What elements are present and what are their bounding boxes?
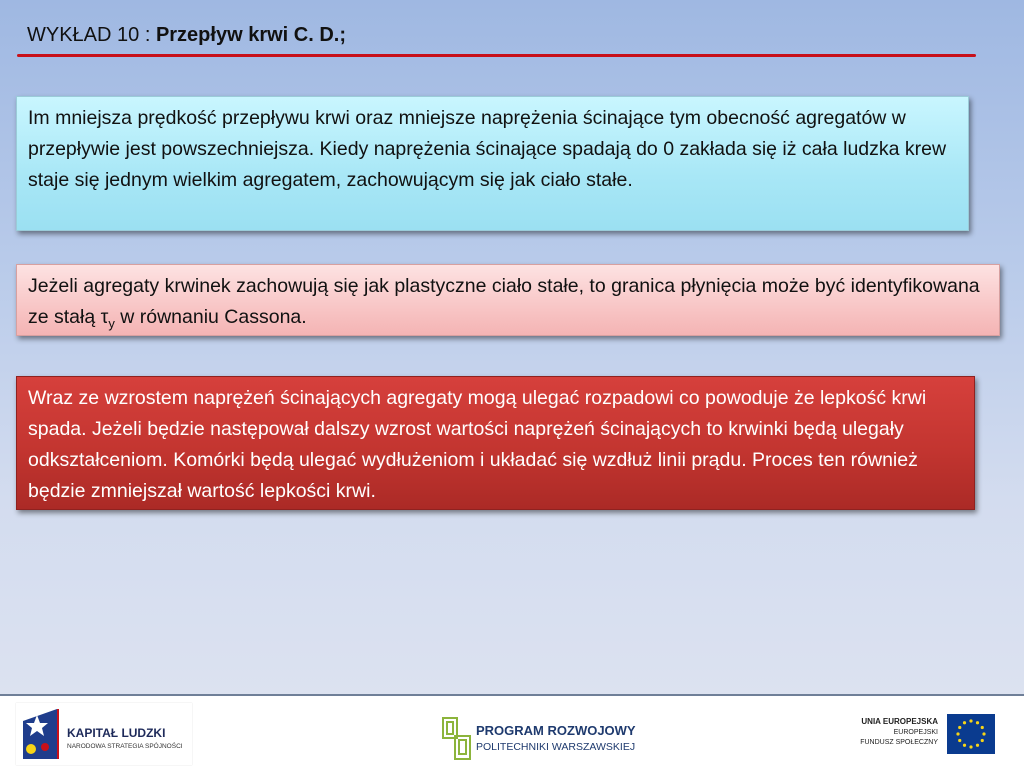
eu-star — [963, 721, 966, 724]
slide-title-prefix: WYKŁAD 10 : — [27, 24, 156, 46]
eu-star — [981, 726, 984, 729]
eu-line3: FUNDUSZ SPOŁECZNY — [860, 739, 938, 746]
kapital-ludzki-title: KAPITAŁ LUDZKI — [67, 726, 166, 740]
eu-star — [969, 719, 972, 722]
eu-star — [956, 732, 959, 735]
eu-star — [976, 721, 979, 724]
tau-symbol: τ — [100, 306, 109, 328]
info-box-blue — [16, 96, 969, 231]
slide-title-main: Przepływ krwi C. D.; — [155, 24, 346, 46]
title-underline — [17, 54, 976, 57]
program-rozwojowy-title: PROGRAM ROZWOJOWY — [476, 723, 636, 738]
eu-star — [958, 726, 961, 729]
tau-subscript: y — [108, 316, 115, 331]
program-rozwojowy-subtitle: POLITECHNIKI WARSZAWSKIEJ — [476, 741, 636, 753]
kapital-ludzki-logo — [16, 703, 192, 765]
eu-line1: UNIA EUROPEJSKA — [861, 717, 938, 726]
eu-star — [982, 732, 985, 735]
eu-star — [969, 745, 972, 748]
eu-star — [958, 739, 961, 742]
info-box-pink-text-before: Jeżeli agregaty krwinek zachowują się jak plastyczne ciało stałe, to granica płynięcia może być identyfikowana ze stałą — [28, 275, 980, 328]
info-box-blue-text: Im mniejsza prędkość przepływu krwi oraz mniejsze naprężenia ścinające tym obecność agregatów w przepływie jest powszechniejsza. Kiedy naprężenia ścinające spadają do 0 zakłada się iż cała ludzka krew staje się jednym wielkim agregatem, zachowującym się jak ciało stałe. — [28, 107, 947, 191]
eu-line2: EUROPEJSKI — [893, 729, 938, 736]
eu-logo — [839, 700, 1024, 768]
program-rozwojowy-logo — [439, 711, 655, 768]
eu-star — [976, 744, 979, 747]
program-rozwojowy-icon — [442, 717, 472, 761]
eu-flag-icon — [947, 714, 995, 754]
eu-star — [963, 744, 966, 747]
eu-star — [981, 739, 984, 742]
info-box-pink — [16, 264, 1000, 336]
footer-divider — [0, 694, 1024, 696]
kapital-ludzki-subtitle: NARODOWA STRATEGIA SPÓJNOŚCI — [67, 743, 183, 750]
info-box-pink-text-after: w równaniu Cassona. — [114, 306, 307, 328]
slide-title — [27, 24, 346, 47]
info-box-red-text: Wraz ze wzrostem naprężeń ścinających agregaty mogą ulegać rozpadowi co powoduje że lepkość krwi spada. Jeżeli będzie następował dalszy wzrost wartości naprężeń ścinających to krwinki będą ulegały odkształceniom. Komórki będą ulegać wydłużeniom i układać się wzdłuż linii prądu. Proces ten również będzie zmniejszał wartość lepkości krwi. — [28, 387, 927, 502]
info-box-red — [16, 376, 975, 510]
kapital-ludzki-icon — [21, 707, 61, 761]
